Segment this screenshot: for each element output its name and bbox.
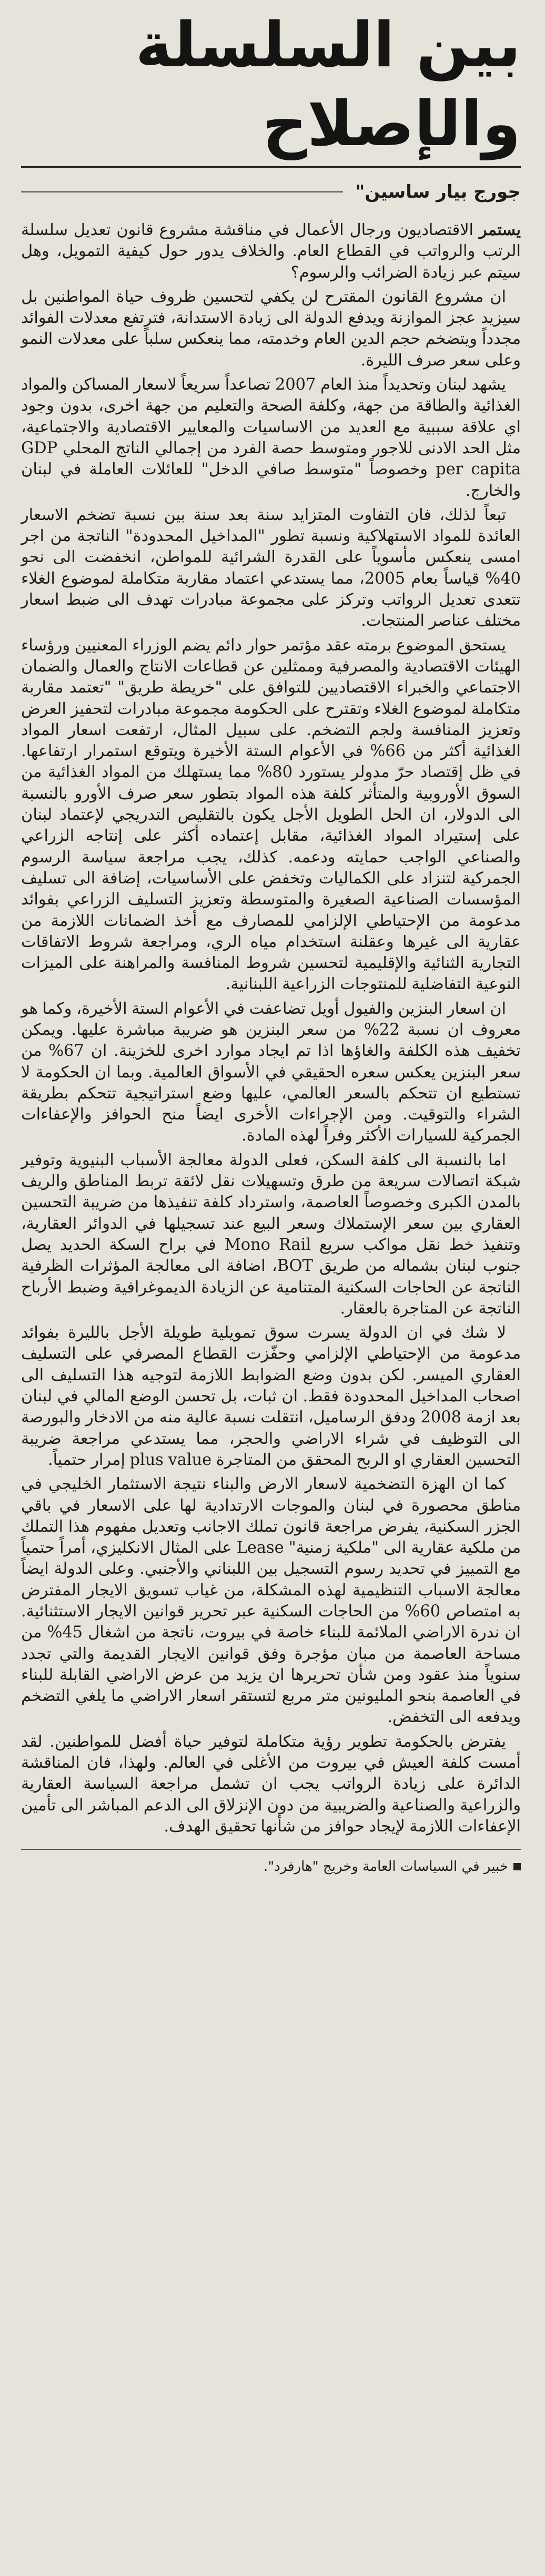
headline-divider (21, 166, 521, 168)
lead-in-word: يستمر (479, 220, 521, 239)
byline-row (21, 179, 521, 205)
article-paragraph-5: يستحق الموضوع برمته عقد مؤتمر حوار دائم يضم الوزراء المعنيين ورؤساء الهيئات الاقتصادية والمصرفية وممثلين عن قطاعات الانتاج والعمال والضمان الاجتماعي والخبراء الاقتصاديين للتوافق على "خريطة طريق" "تعتمد مقاربة متكاملة لموضوع الغلاء وتقترح على الحكومة مجموعة مبادرات لتحفيز العرض وتعزيز المنافسة ولجم التضخم. على سبيل المثال، ارتفعت اسعار المواد الغذائية أكثر من 66% في الأعوام الستة الأخيرة ويتوقع استمرار ارتفاعها. في ظل إقتصاد حرّ مدولر يستورد 80% مما يستهلك من المواد الغذائية من السوق الأوروبية والمتأثر كلفة هذه المواد بتطور سعر صرف الأورو بالنسبة الى الدولار، ان الحل الطويل الأجل يكون بالتقليص التدريجي لإعتماد لبنان على إستيراد المواد الغذائية، مقابل إعتماده أكثر على إنتاجه الزراعي والصناعي الواجب حمايته ودعمه. كذلك، يجب مراجعة سياسة الرسوم الجمركية لتنزاد على الكماليات وتخفض على الأساسيات، إضافة الى تسليف المؤسسات الصناعية الصغيرة والمتوسطة وتعزيز التسليف الزراعي بفوائد مدعومة من الإحتياطي الإلزامي للمصارف مع أخذ الضمانات اللازمة من عقارية الى غيرها وعقلنة استخدام مياه الري، ومراجعة شروط الاتفاقات التجارية الثنائية والإقليمية لتحسين شروط المنافسة والمراهنة على الميزات النوعية التفاضلية للمنتوجات الزراعية اللبنانية. (21, 636, 521, 994)
footnote-divider (21, 1849, 521, 1850)
footnote-text: خبير في السياسات العامة وخريج "هارفرد". (263, 1859, 508, 1875)
article-headline: بين السلسلة والإصلاح (135, 8, 521, 160)
author-footnote (21, 1857, 521, 1876)
article-paragraph-10: يفترض بالحكومة تطوير رؤية متكاملة لتوفير حياة أفضل للمواطنين. لقد أمست كلفة العيش في بيروت من الأغلى في العالم. ولهذا، فان المناقشة الدائرة على زيادة الرواتب يجب ان تشمل مراجعة السياسة العقارية والزراعية والصناعية والضريبية من دون الإنزلاق الى الدعم المباشر الى تأمين الإعفاءات اللازمة لإيجاد حوافز من شأنها تحقيق الهدف. (21, 1732, 521, 1836)
square-bullet-icon (513, 1863, 521, 1870)
article-paragraph-1 (21, 219, 521, 283)
article-paragraph-8: لا شك في ان الدولة يسرت سوق تمويلية طويلة الأجل بالليرة بفوائد مدعومة من الإحتياطي الإلزامي وحفّزت القطاع المصرفي على التسليف العقاري الميسر. لكن بدون وضع الضوابط اللازمة لتوجيه هذا التسليف الى اصحاب المداخيل المحدودة فقط. ان ثبات، بل تحسن الوضع المالي في لبنان بعد ازمة 2008 ودفق الرساميل، انتقلت نسبة عالية منه من الادخار والبورصة الى التوظيف في شراء الاراضي والحجر، مما يستدعي مراجعة ضريبة التحسين العقاري او الربح المحقق من المتاجرة plus value إمرار حتمياً. (21, 1323, 521, 1469)
article-paragraph-2: ان مشروع القانون المقترح لن يكفي لتحسين ظروف حياة المواطنين بل سيزيد عجز الموازنة ويدفع الدولة الى زيادة الاستدانة، فترتفع معدلات الفوائد مجدداً ويتضخم حجم الدين العام وخدمته، مما ينعكس سلباً على معدلات النمو وعلى سعر صرف الليرة. (21, 287, 521, 370)
article-paragraph-3: يشهد لبنان وتحديداً منذ العام 2007 تصاعداً سريعاً لاسعار المساكن والمواد الغذائية والطاقة من جهة، وكلفة الصحة والتعليم من جهة اخرى، بدون وجود اي علاقة سببية مع العديد من الاساسيات والمعايير الاقتصادية والاجتماعية، مثل الحد الادنى للاجور ومتوسط حصة الفرد من إجمالي الناتج المحلي GDP per capita وخصوصاً "متوسط صافي الدخل" للعائلات العاملة في لبنان والخارج. (21, 375, 521, 500)
author-byline: جورج بيار ساسين" (355, 181, 521, 202)
article-paragraph-4: تبعاً لذلك، فان التفاوت المتزايد سنة بعد سنة بين نسبة تضخم الاسعار العائدة للمواد الاستهلاكية ونسبة تطور "المداخيل المحدودة" الناتجة من اجر امسى ينعكس مأسوياً على القدرة الشرائية للمواطن، انخفضت الى نحو 40% قياساً بعام 2005، مما يستدعي اعتماد مقاربة متكاملة لموضوع الغلاء تتعدى تعديل الرواتب وتركز على مجموعة مبادرات تهدف الى ضبط اسعار مختلف عناصر المنتجات. (21, 505, 521, 630)
article-paragraph-7: اما بالنسبة الى كلفة السكن، فعلى الدولة معالجة الأسباب البنيوية وتوفير شبكة اتصالات سريعة من طرق وتسهيلات نقل لائقة تربط المناطق والريف بالمدن الكبرى وخصوصاً العاصمة، واسترداد كلفة تنفيذها من ضريبة التحسين العقاري بين سعر الإستملاك وسعر البيع عند تسجيلها في الدوائر العقارية، وتنفيذ خط نقل مواكب سريع Mono Rail في براح السكة الحديد يصل جنوب لبنان بشماله من طريق BOT، اضافة الى معالجة المؤثرات الظرفية الناتجة عن الحاجات السكنية المتنامية عن الزيادة الديموغرافية وضبط الأرباح الناتجة عن المتاجرة بالعقار. (21, 1150, 521, 1318)
paragraph-text: الاقتصاديون ورجال الأعمال في مناقشة مشروع قانون تعديل سلسلة الرتب والرواتب في القطاع العام. والخلاف يدور حول كيفية التمويل، وهل سيتم عبر زيادة الضرائب والرسوم؟ (21, 221, 521, 282)
article-body (21, 219, 521, 1837)
article-paragraph-6: ان اسعار البنزين والفيول أويل تضاعفت في الأعوام الستة الأخيرة، وكما هو معروف ان نسبة 22% من سعر البنزين هو ضريبة مباشرة عليها. ويمكن تخفيف هذه الكلفة والغاؤها اذا تم ايجاد موارد اخرى للخزينة. ان 67% من سعر البنزين يعكس سعره الحقيقي في الأسواق العالمية. وبما ان الحكومة لا تستطيع ان تتحكم بالسعر العالمي، عليها وضع استراتيجية تتحكم بطريقة الشراء والتوقيت. ومن الإجراءات الأخرى ايضاً منح الحوافز والإعفاءات الجمركية للسيارات الأكثر وفراً لهذه المادة. (21, 999, 521, 1145)
article-paragraph-9: كما ان الهزة التضخمية لاسعار الارض والبناء نتيجة الاستثمار الخليجي في مناطق محصورة في لبنان والموجات الارتدادية لها على الاسعار في باقي الجزر السكنية، يفرض مراجعة قانون تملك الاجانب وتعديل مفهوم هذا التملك من ملكية عقارية الى "ملكية زمنية" Lease على المثال الانكليزي، أمراً حتمياً مع التمييز في تحديد رسوم التسجيل بين اللبناني والأجنبي. وعلى الدولة ايضاً معالجة الاسباب التنظيمية لهذه المشكلة، من غياب تسويق الايجار المفترض به امتصاص 60% من الحاجات السكنية عبر تحرير قوانين الايجار الاستثنائية. ان ندرة الاراضي الملائمة للبناء خاصة في بيروت، ناتجة من اشغال 45% من مساحة العاصمة من مبان مؤجرة وفق قوانين الايجار القديمة والتي تجدد سنوياً منذ عقود ومن شأن تحريرها ان يزيد من عرض الاراضي القابلة للبناء في العاصمة بنحو المليونين متر مربع لتستقر اسعار الاراضي ما يلغي التضخم ويدفعه الى التخفض. (21, 1475, 521, 1727)
byline-divider (21, 191, 343, 192)
